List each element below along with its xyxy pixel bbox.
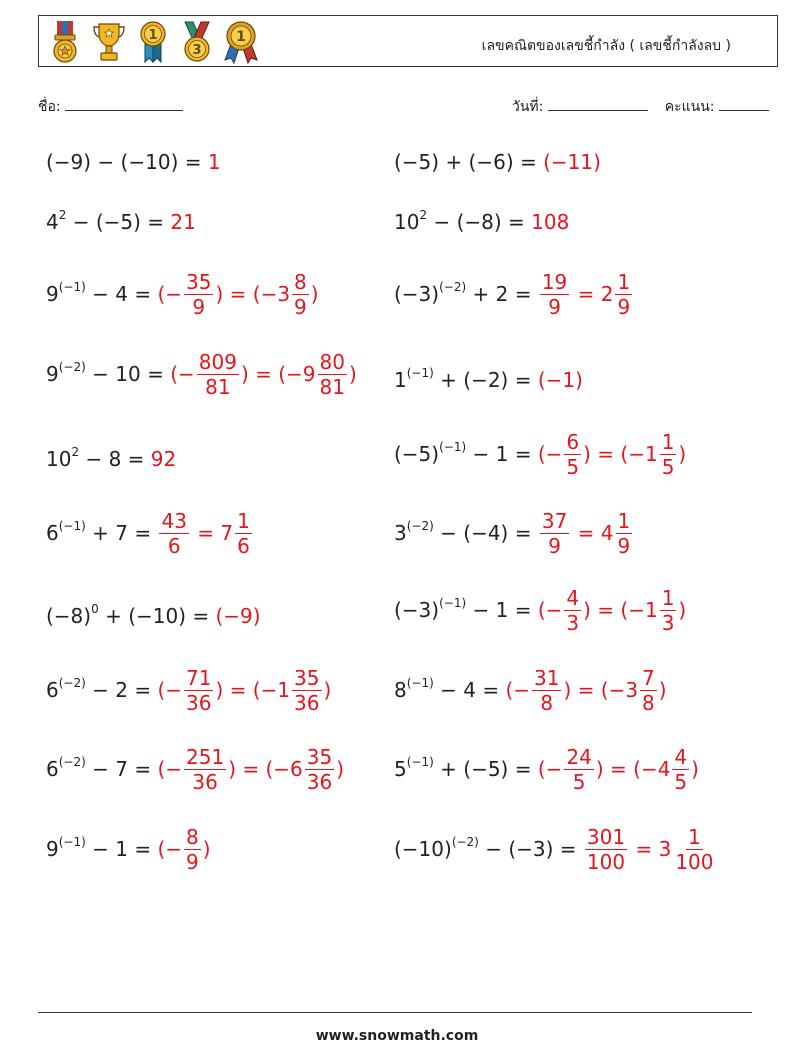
- answer-fraction: [159, 510, 188, 557]
- problem-item: [394, 739, 699, 799]
- denominator: 3: [661, 610, 675, 635]
- numerator: 31: [534, 665, 560, 690]
- answer: [157, 826, 210, 873]
- answer: [538, 510, 634, 557]
- worksheet-title: เลขคณิตของเลขชี้กำลัง ( เลขชี้กำลังลบ ): [481, 38, 731, 54]
- denominator: 5: [572, 769, 586, 794]
- answer-mixed-prefix: = 3: [629, 837, 672, 861]
- problem-item: [46, 192, 196, 252]
- problem-item: [46, 586, 261, 646]
- answer-suffix: ): [678, 598, 687, 622]
- answer-mixed-prefix: = 4: [571, 521, 614, 545]
- footer-url: www.snowmath.com: [315, 1028, 479, 1044]
- answer: [170, 351, 357, 398]
- problem-item: [46, 503, 254, 563]
- base: 6: [46, 757, 59, 781]
- operation: (−9) − (−10) =: [46, 150, 208, 174]
- answer-fraction: [585, 826, 627, 873]
- exponent: (−2): [58, 360, 86, 375]
- question: [394, 442, 538, 466]
- answer-suffix: ): [336, 757, 345, 781]
- answer-fraction: [564, 746, 593, 793]
- problem-item: [394, 424, 686, 484]
- denominator: 6: [167, 533, 181, 558]
- problem-item: [394, 660, 667, 720]
- exponent: (−1): [439, 596, 467, 611]
- question: [394, 368, 538, 392]
- mixed-fraction: [305, 746, 334, 793]
- answer-fraction: [184, 271, 213, 318]
- denominator: 3: [566, 610, 580, 635]
- answer-mixed-prefix: ) = (−3: [215, 282, 291, 306]
- exponent: (−1): [439, 440, 467, 455]
- answer: [543, 150, 601, 174]
- answer: [531, 210, 569, 234]
- exponent: 2: [71, 445, 80, 460]
- denominator: 5: [661, 454, 675, 479]
- answer: [157, 746, 344, 793]
- numerator: 251: [186, 744, 225, 769]
- numerator: 35: [306, 744, 333, 769]
- operation: − (−3) =: [478, 837, 583, 861]
- problem-item: [46, 429, 176, 489]
- answer: [170, 210, 195, 234]
- mixed-fraction: [235, 510, 252, 557]
- exponent: (−2): [58, 755, 86, 770]
- answer: [151, 447, 176, 471]
- base: (−8): [46, 604, 92, 628]
- denominator: 9: [548, 294, 561, 319]
- problem-item: [394, 580, 686, 640]
- exponent: (−2): [58, 676, 86, 691]
- answer-fraction: [184, 667, 213, 714]
- answer-prefix: (−: [537, 598, 563, 622]
- medal-3-icon: [179, 20, 215, 64]
- numerator: 1: [617, 508, 631, 533]
- answer-value: 108: [531, 210, 570, 234]
- medal-ribbon-1-icon: [135, 20, 171, 64]
- base: 1: [394, 368, 407, 392]
- answer-mixed-prefix: ) = (−1: [583, 442, 658, 466]
- question: [46, 604, 216, 628]
- answer-suffix: ): [323, 678, 332, 702]
- operation: − 2 =: [85, 678, 158, 702]
- denominator: 100: [586, 849, 626, 874]
- answer-fraction: [184, 746, 226, 793]
- name-label: ชื่อ:: [38, 99, 61, 115]
- question: [46, 150, 208, 174]
- base: 5: [394, 757, 407, 781]
- answer-mixed-prefix: = 7: [190, 521, 234, 545]
- numerator: 1: [237, 508, 250, 533]
- medal-star-icon: [47, 20, 83, 64]
- answer-mixed-prefix: ) = (−4: [595, 757, 671, 781]
- base: 9: [46, 362, 59, 386]
- operation: − 4 =: [85, 282, 158, 306]
- numerator: 35: [186, 269, 212, 294]
- question: [46, 521, 157, 545]
- name-blank: [65, 96, 183, 111]
- answer-mixed-prefix: ) = (−1: [215, 678, 291, 702]
- operation: − 1 =: [466, 598, 538, 622]
- base: 3: [394, 521, 407, 545]
- mixed-fraction: [660, 587, 677, 634]
- exponent: 2: [58, 208, 67, 223]
- problem-item: [46, 660, 331, 720]
- numerator: 35: [294, 665, 320, 690]
- denominator: 9: [617, 533, 631, 558]
- denominator: 5: [566, 454, 580, 479]
- numerator: 43: [161, 508, 187, 533]
- denominator: 100: [675, 849, 714, 874]
- operation: + 2 =: [466, 282, 538, 306]
- numerator: 4: [674, 744, 688, 769]
- mixed-fraction: [292, 667, 321, 714]
- numerator: 19: [541, 269, 568, 294]
- operation: + (−10) =: [98, 604, 216, 628]
- question: [394, 521, 538, 545]
- problem-item: [394, 350, 583, 410]
- answer-prefix: (−: [537, 757, 563, 781]
- question: [46, 282, 157, 306]
- numerator: 8: [186, 824, 199, 849]
- operation: (−5) + (−6) =: [394, 150, 544, 174]
- answer-suffix: ): [310, 282, 319, 306]
- question: [46, 757, 157, 781]
- mixed-fraction: [640, 667, 657, 714]
- base: (−5): [394, 442, 440, 466]
- exponent: (−1): [58, 519, 86, 534]
- answer-suffix: ): [348, 362, 357, 386]
- medal-digit: 3: [192, 43, 202, 58]
- base: 6: [46, 521, 59, 545]
- trophy-icon: [91, 20, 127, 64]
- date-label: วันที่:: [512, 99, 544, 115]
- answer: [538, 746, 699, 793]
- answer-prefix: (−: [157, 282, 183, 306]
- base: 10: [394, 210, 420, 234]
- numerator: 6: [566, 429, 580, 454]
- base: (−3): [394, 282, 440, 306]
- operation: + (−5) =: [433, 757, 538, 781]
- mixed-fraction: [673, 826, 715, 873]
- denominator: 36: [294, 690, 320, 715]
- worksheet-header: [38, 15, 778, 67]
- numerator: 71: [186, 665, 212, 690]
- exponent: 0: [91, 602, 99, 617]
- answer-mixed-prefix: = 2: [571, 282, 614, 306]
- score-label: คะแนน:: [664, 99, 715, 115]
- numerator: 1: [661, 585, 675, 610]
- mixed-fraction: [292, 271, 309, 318]
- question: [394, 757, 538, 781]
- mixed-fraction: [318, 351, 347, 398]
- question: [394, 837, 583, 861]
- exponent: (−1): [58, 280, 86, 295]
- problem-item: [46, 739, 344, 799]
- denominator: 9: [617, 294, 631, 319]
- numerator: 809: [198, 349, 237, 374]
- answer-fraction: [564, 587, 581, 634]
- denominator: 9: [192, 294, 206, 319]
- answer-prefix: (−: [537, 442, 563, 466]
- question: [46, 210, 170, 234]
- answer: [538, 271, 634, 318]
- answer-value: (−9): [215, 604, 261, 628]
- operation: − 1 =: [85, 837, 158, 861]
- score-blank: [719, 96, 769, 111]
- denominator: 9: [186, 849, 199, 874]
- operation: − (−5) =: [66, 210, 171, 234]
- exponent: (−1): [406, 676, 434, 691]
- answer: [583, 826, 718, 873]
- problem-item: [394, 132, 601, 192]
- base: 8: [394, 678, 407, 702]
- numerator: 80: [319, 349, 345, 374]
- base: 10: [46, 447, 72, 471]
- answer-value: 92: [150, 447, 177, 471]
- numerator: 1: [661, 429, 675, 454]
- answer-mixed-prefix: ) = (−1: [583, 598, 658, 622]
- denominator: 8: [642, 690, 655, 715]
- base: 6: [46, 678, 59, 702]
- medal-digit: 1: [236, 29, 246, 45]
- denominator: 6: [237, 533, 250, 558]
- answer: [505, 667, 666, 714]
- exponent: (−1): [406, 366, 434, 381]
- denominator: 8: [540, 690, 554, 715]
- operation: + (−2) =: [433, 368, 538, 392]
- question: [394, 598, 538, 622]
- date-score-fields: [512, 96, 769, 118]
- answer-mixed-prefix: ) = (−6: [228, 757, 303, 781]
- question: [46, 678, 157, 702]
- answer-mixed-prefix: ) = (−3: [563, 678, 639, 702]
- numerator: 4: [566, 585, 580, 610]
- problem-item: [394, 264, 634, 324]
- operation: + 7 =: [85, 521, 158, 545]
- date-blank: [548, 96, 648, 111]
- numerator: 1: [688, 824, 701, 849]
- denominator: 5: [674, 769, 688, 794]
- answer-fraction: [197, 351, 239, 398]
- question: [46, 362, 170, 386]
- numerator: 8: [294, 269, 307, 294]
- question: [394, 282, 538, 306]
- mixed-fraction: [660, 431, 677, 478]
- answer-value: (−11): [543, 150, 601, 174]
- answer: [208, 150, 221, 174]
- answer-fraction: [564, 431, 581, 478]
- answer: [538, 431, 686, 478]
- answer-value: 1: [207, 150, 221, 174]
- denominator: 81: [205, 374, 231, 399]
- answer: [157, 510, 253, 557]
- name-field: [38, 96, 183, 118]
- question: [46, 837, 157, 861]
- base: (−10): [394, 837, 452, 861]
- answer: [538, 587, 686, 634]
- question: [394, 678, 505, 702]
- operation: − 4 =: [433, 678, 506, 702]
- footer-divider: [38, 1012, 752, 1013]
- answer: [157, 271, 318, 318]
- answer-value: (−1): [537, 368, 583, 392]
- answer: [216, 604, 261, 628]
- answer-prefix: (−: [157, 757, 183, 781]
- denominator: 9: [548, 533, 561, 558]
- exponent: (−2): [406, 519, 434, 534]
- answer-mixed-prefix: ) = (−9: [240, 362, 316, 386]
- base: 4: [46, 210, 59, 234]
- denominator: 36: [186, 690, 212, 715]
- answer-fraction: [540, 271, 569, 318]
- denominator: 81: [319, 374, 345, 399]
- mixed-fraction: [616, 510, 633, 557]
- problem-item: [46, 264, 319, 324]
- numerator: 1: [617, 269, 631, 294]
- mixed-fraction: [672, 746, 689, 793]
- numerator: 24: [566, 744, 592, 769]
- problem-item: [46, 132, 221, 192]
- rosette-1-icon: [223, 20, 259, 64]
- base: 9: [46, 837, 59, 861]
- answer-suffix: ): [691, 757, 699, 781]
- operation: − 7 =: [85, 757, 158, 781]
- problem-item: [394, 503, 634, 563]
- operation: − (−8) =: [427, 210, 532, 234]
- question: [46, 447, 151, 471]
- answer-fraction: [540, 510, 569, 557]
- question: [394, 150, 543, 174]
- base: 9: [46, 282, 59, 306]
- answer-fraction: [184, 826, 201, 873]
- answer-fraction: [532, 667, 561, 714]
- numerator: 301: [586, 824, 626, 849]
- exponent: (−1): [58, 835, 86, 850]
- answer-prefix: (−: [157, 837, 183, 861]
- problem-item: [394, 192, 569, 252]
- exponent: (−2): [439, 280, 467, 295]
- problem-item: [394, 819, 718, 879]
- problem-item: [46, 819, 211, 879]
- operation: − 10 =: [85, 362, 171, 386]
- answer-suffix: ): [202, 837, 211, 861]
- answer-suffix: ): [658, 678, 667, 702]
- problem-item: [46, 344, 357, 404]
- answer-prefix: (−: [170, 362, 195, 386]
- medal-digit: 1: [148, 28, 158, 43]
- answer-value: 21: [170, 210, 196, 234]
- denominator: 9: [294, 294, 307, 319]
- answer-prefix: (−: [157, 678, 183, 702]
- answer-suffix: ): [678, 442, 687, 466]
- operation: − 1 =: [466, 442, 538, 466]
- answer: [538, 368, 583, 392]
- operation: − (−4) =: [433, 521, 538, 545]
- exponent: 2: [419, 208, 428, 223]
- question: [394, 210, 531, 234]
- denominator: 36: [192, 769, 218, 794]
- answer: [157, 667, 331, 714]
- exponent: (−2): [451, 835, 479, 850]
- denominator: 36: [306, 769, 333, 794]
- operation: − 8 =: [79, 447, 151, 471]
- answer-prefix: (−: [505, 678, 531, 702]
- numerator: 37: [541, 508, 568, 533]
- base: (−3): [394, 598, 440, 622]
- exponent: (−1): [406, 755, 434, 770]
- medal-icons: [47, 20, 259, 64]
- mixed-fraction: [615, 271, 632, 318]
- numerator: 7: [642, 665, 655, 690]
